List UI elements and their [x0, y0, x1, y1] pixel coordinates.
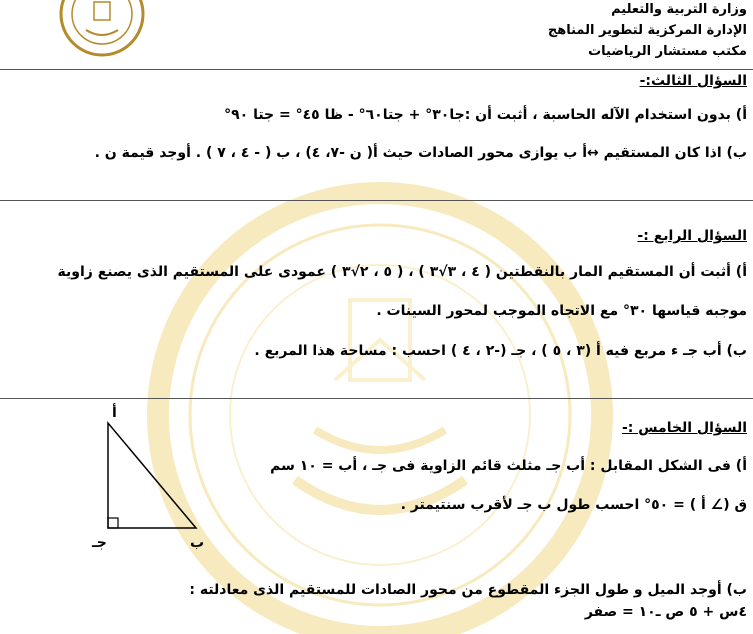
- divider: [0, 200, 753, 201]
- q5-part-b-line1: ب) أوجد الميل و طول الجزء المقطوع من محور الصادات للمستقيم الذى معادلته :: [189, 582, 747, 598]
- divider: [0, 398, 753, 399]
- q5-part-b-line2: ٤س + ٥ ص ـ١٠ = صفر: [584, 604, 747, 620]
- vertex-label-c: جـ: [92, 535, 107, 551]
- ministry-watermark-seal: [145, 180, 615, 634]
- header-ministry: وزارة التربية والتعليم: [611, 2, 747, 17]
- q3-part-b: ب) اذا كان المستقيم ↔أ ب يوازى محور الصادات حيث أ( ن -٧، ٤) ، ب ( - ٤ ، ٧ ) . أوجد قيمة ن .: [94, 145, 747, 161]
- right-angle-mark: [108, 518, 118, 528]
- vertex-label-a: أ: [112, 405, 117, 421]
- q5-part-a-line1: أ) فى الشكل المقابل : أب جـ مثلث قائم الزاوية فى جـ ، أب = ١٠ سم: [270, 458, 747, 474]
- vertex-label-b: ب: [190, 535, 205, 551]
- q3-title: السؤال الثالث:-: [639, 73, 747, 89]
- triangle-shape: [108, 423, 196, 528]
- q4-title: السؤال الرابع :-: [637, 228, 747, 244]
- divider: [0, 69, 753, 70]
- q4-part-b: ب) أب جـ ء مربع فيه أ (٣ ، ٥ ) ، جـ (-٢ ، ٤ ) احسب : مساحة هذا المربع .: [254, 343, 747, 359]
- q5-part-a-line2: ق (∠ أ ) = ٥٠° احسب طول ب جـ لأقرب سنتيمتر .: [400, 497, 747, 513]
- q5-title: السؤال الخامس :-: [621, 420, 747, 436]
- q3-part-a: أ) بدون استخدام الآله الحاسبة ، أثبت أن :جا٣٠° + جتا٦٠° - ظا ٤٥° = جتا ٩٠°: [224, 107, 747, 123]
- header-math-office: مكتب مستشار الرياضيات: [588, 44, 747, 59]
- q4-part-a-line2: موجبه قياسها ٣٠° مع الاتجاه الموجب لمحور السينات .: [376, 303, 747, 319]
- q4-part-a-line1: أ) أثبت أن المستقيم المار بالنقطتين ( ٤ ، ٣√٣ ) ، ( ٥ ، ٢√٣ ) عمودى على المستقيم الذى يصنع زاوية: [57, 264, 747, 280]
- ministry-logo: [58, 0, 146, 58]
- header-central-admin: الإدارة المركزية لتطوير المناهج: [547, 23, 747, 38]
